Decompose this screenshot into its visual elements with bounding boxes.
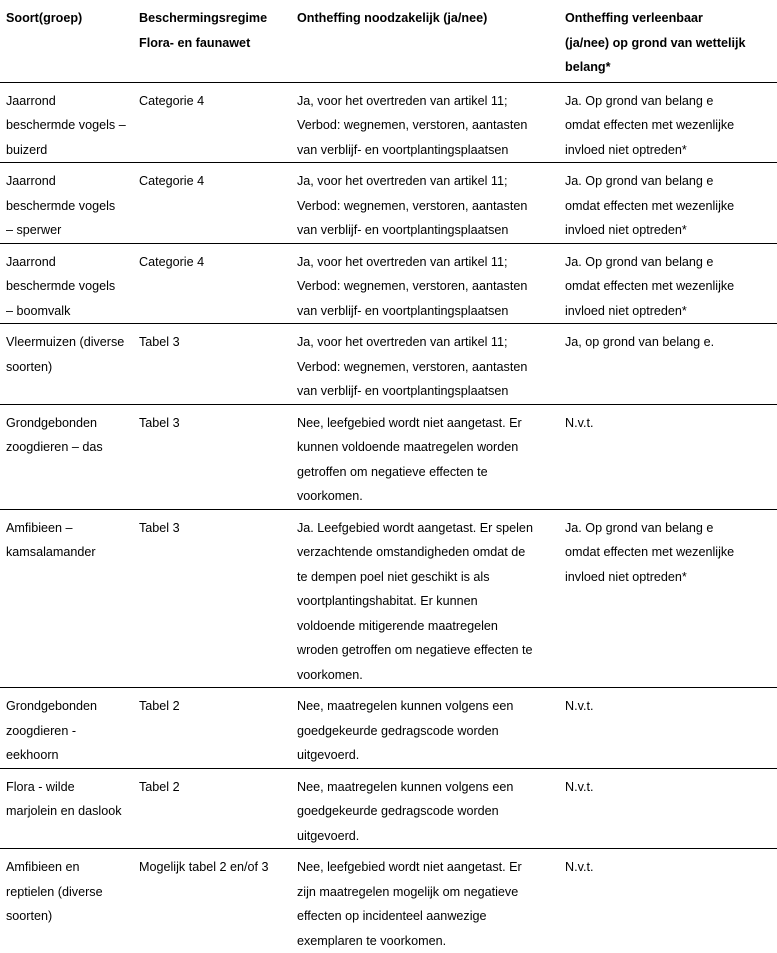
cell-regime: Categorie 4 — [134, 163, 293, 244]
table-row — [0, 243, 777, 324]
header-beschermingsregime: Beschermingsregime Flora- en faunawet — [134, 0, 293, 82]
cell-soort: Jaarrond beschermde vogels – boomvalk — [0, 243, 134, 324]
cell-soort: Flora - wilde marjolein en daslook — [0, 768, 134, 849]
table-row — [0, 324, 777, 405]
cell-soort: Grondgebonden zoogdieren – das — [0, 404, 134, 509]
cell-noodzakelijk: Ja, voor het overtreden van artikel 11; Verbod: wegnemen, verstoren, aantasten van verblijf- en voortplantingsplaatsen — [293, 82, 561, 163]
cell-verleenbaar: Ja. Op grond van belang e omdat effecten met wezenlijke invloed niet optreden* — [561, 509, 777, 688]
cell-soort: Grondgebonden zoogdieren - eekhoorn — [0, 688, 134, 769]
header-soort-groep: Soort(groep) — [0, 0, 134, 82]
cell-regime: Tabel 3 — [134, 509, 293, 688]
cell-noodzakelijk: Ja, voor het overtreden van artikel 11; Verbod: wegnemen, verstoren, aantasten van verblijf- en voortplantingsplaatsen — [293, 243, 561, 324]
header-ontheffing-verleenbaar: Ontheffing verleenbaar (ja/nee) op grond van wettelijk belang* — [561, 0, 777, 82]
cell-regime: Categorie 4 — [134, 82, 293, 163]
cell-noodzakelijk: Nee, leefgebied wordt niet aangetast. Er kunnen voldoende maatregelen worden getroffen om negatieve effecten te voorkomen. — [293, 404, 561, 509]
cell-verleenbaar: N.v.t. — [561, 688, 777, 769]
cell-regime: Tabel 2 — [134, 688, 293, 769]
table-body — [0, 82, 777, 953]
cell-soort: Jaarrond beschermde vogels – sperwer — [0, 163, 134, 244]
cell-verleenbaar: Ja. Op grond van belang e omdat effecten met wezenlijke invloed niet optreden* — [561, 243, 777, 324]
cell-noodzakelijk: Nee, leefgebied wordt niet aangetast. Er zijn maatregelen mogelijk om negatieve effecten op incidenteel aanwezige exemplaren te voorkomen. — [293, 849, 561, 953]
header-ontheffing-noodzakelijk: Ontheffing noodzakelijk (ja/nee) — [293, 0, 561, 82]
cell-noodzakelijk: Nee, maatregelen kunnen volgens een goedgekeurde gedragscode worden uitgevoerd. — [293, 688, 561, 769]
table-header — [0, 0, 777, 82]
cell-regime: Tabel 3 — [134, 404, 293, 509]
cell-regime: Mogelijk tabel 2 en/of 3 — [134, 849, 293, 953]
cell-regime: Tabel 2 — [134, 768, 293, 849]
cell-soort: Vleermuizen (diverse soorten) — [0, 324, 134, 405]
cell-verleenbaar: N.v.t. — [561, 849, 777, 953]
cell-verleenbaar: N.v.t. — [561, 404, 777, 509]
table-row — [0, 849, 777, 953]
cell-verleenbaar: Ja, op grond van belang e. — [561, 324, 777, 405]
cell-noodzakelijk: Nee, maatregelen kunnen volgens een goedgekeurde gedragscode worden uitgevoerd. — [293, 768, 561, 849]
cell-soort: Amfibieen – kamsalamander — [0, 509, 134, 688]
cell-soort: Jaarrond beschermde vogels – buizerd — [0, 82, 134, 163]
cell-soort: Amfibieen en reptielen (diverse soorten) — [0, 849, 134, 953]
cell-regime: Tabel 3 — [134, 324, 293, 405]
cell-verleenbaar: Ja. Op grond van belang e omdat effecten met wezenlijke invloed niet optreden* — [561, 163, 777, 244]
table-row — [0, 163, 777, 244]
header-row — [0, 0, 777, 82]
table-row — [0, 404, 777, 509]
table-row — [0, 768, 777, 849]
cell-verleenbaar: N.v.t. — [561, 768, 777, 849]
cell-noodzakelijk: Ja, voor het overtreden van artikel 11; Verbod: wegnemen, verstoren, aantasten van verblijf- en voortplantingsplaatsen — [293, 163, 561, 244]
table-row — [0, 82, 777, 163]
table-row — [0, 509, 777, 688]
table-row — [0, 688, 777, 769]
cell-verleenbaar: Ja. Op grond van belang e omdat effecten met wezenlijke invloed niet optreden* — [561, 82, 777, 163]
cell-noodzakelijk: Ja. Leefgebied wordt aangetast. Er spelen verzachtende omstandigheden omdat de te dempen poel niet geschikt is als voortplantingshabitat. Er kunnen voldoende mitigerende maatregelen wroden getroffen om negatieve effecten te voorkomen. — [293, 509, 561, 688]
cell-noodzakelijk: Ja, voor het overtreden van artikel 11; Verbod: wegnemen, verstoren, aantasten van verblijf- en voortplantingsplaatsen — [293, 324, 561, 405]
cell-regime: Categorie 4 — [134, 243, 293, 324]
